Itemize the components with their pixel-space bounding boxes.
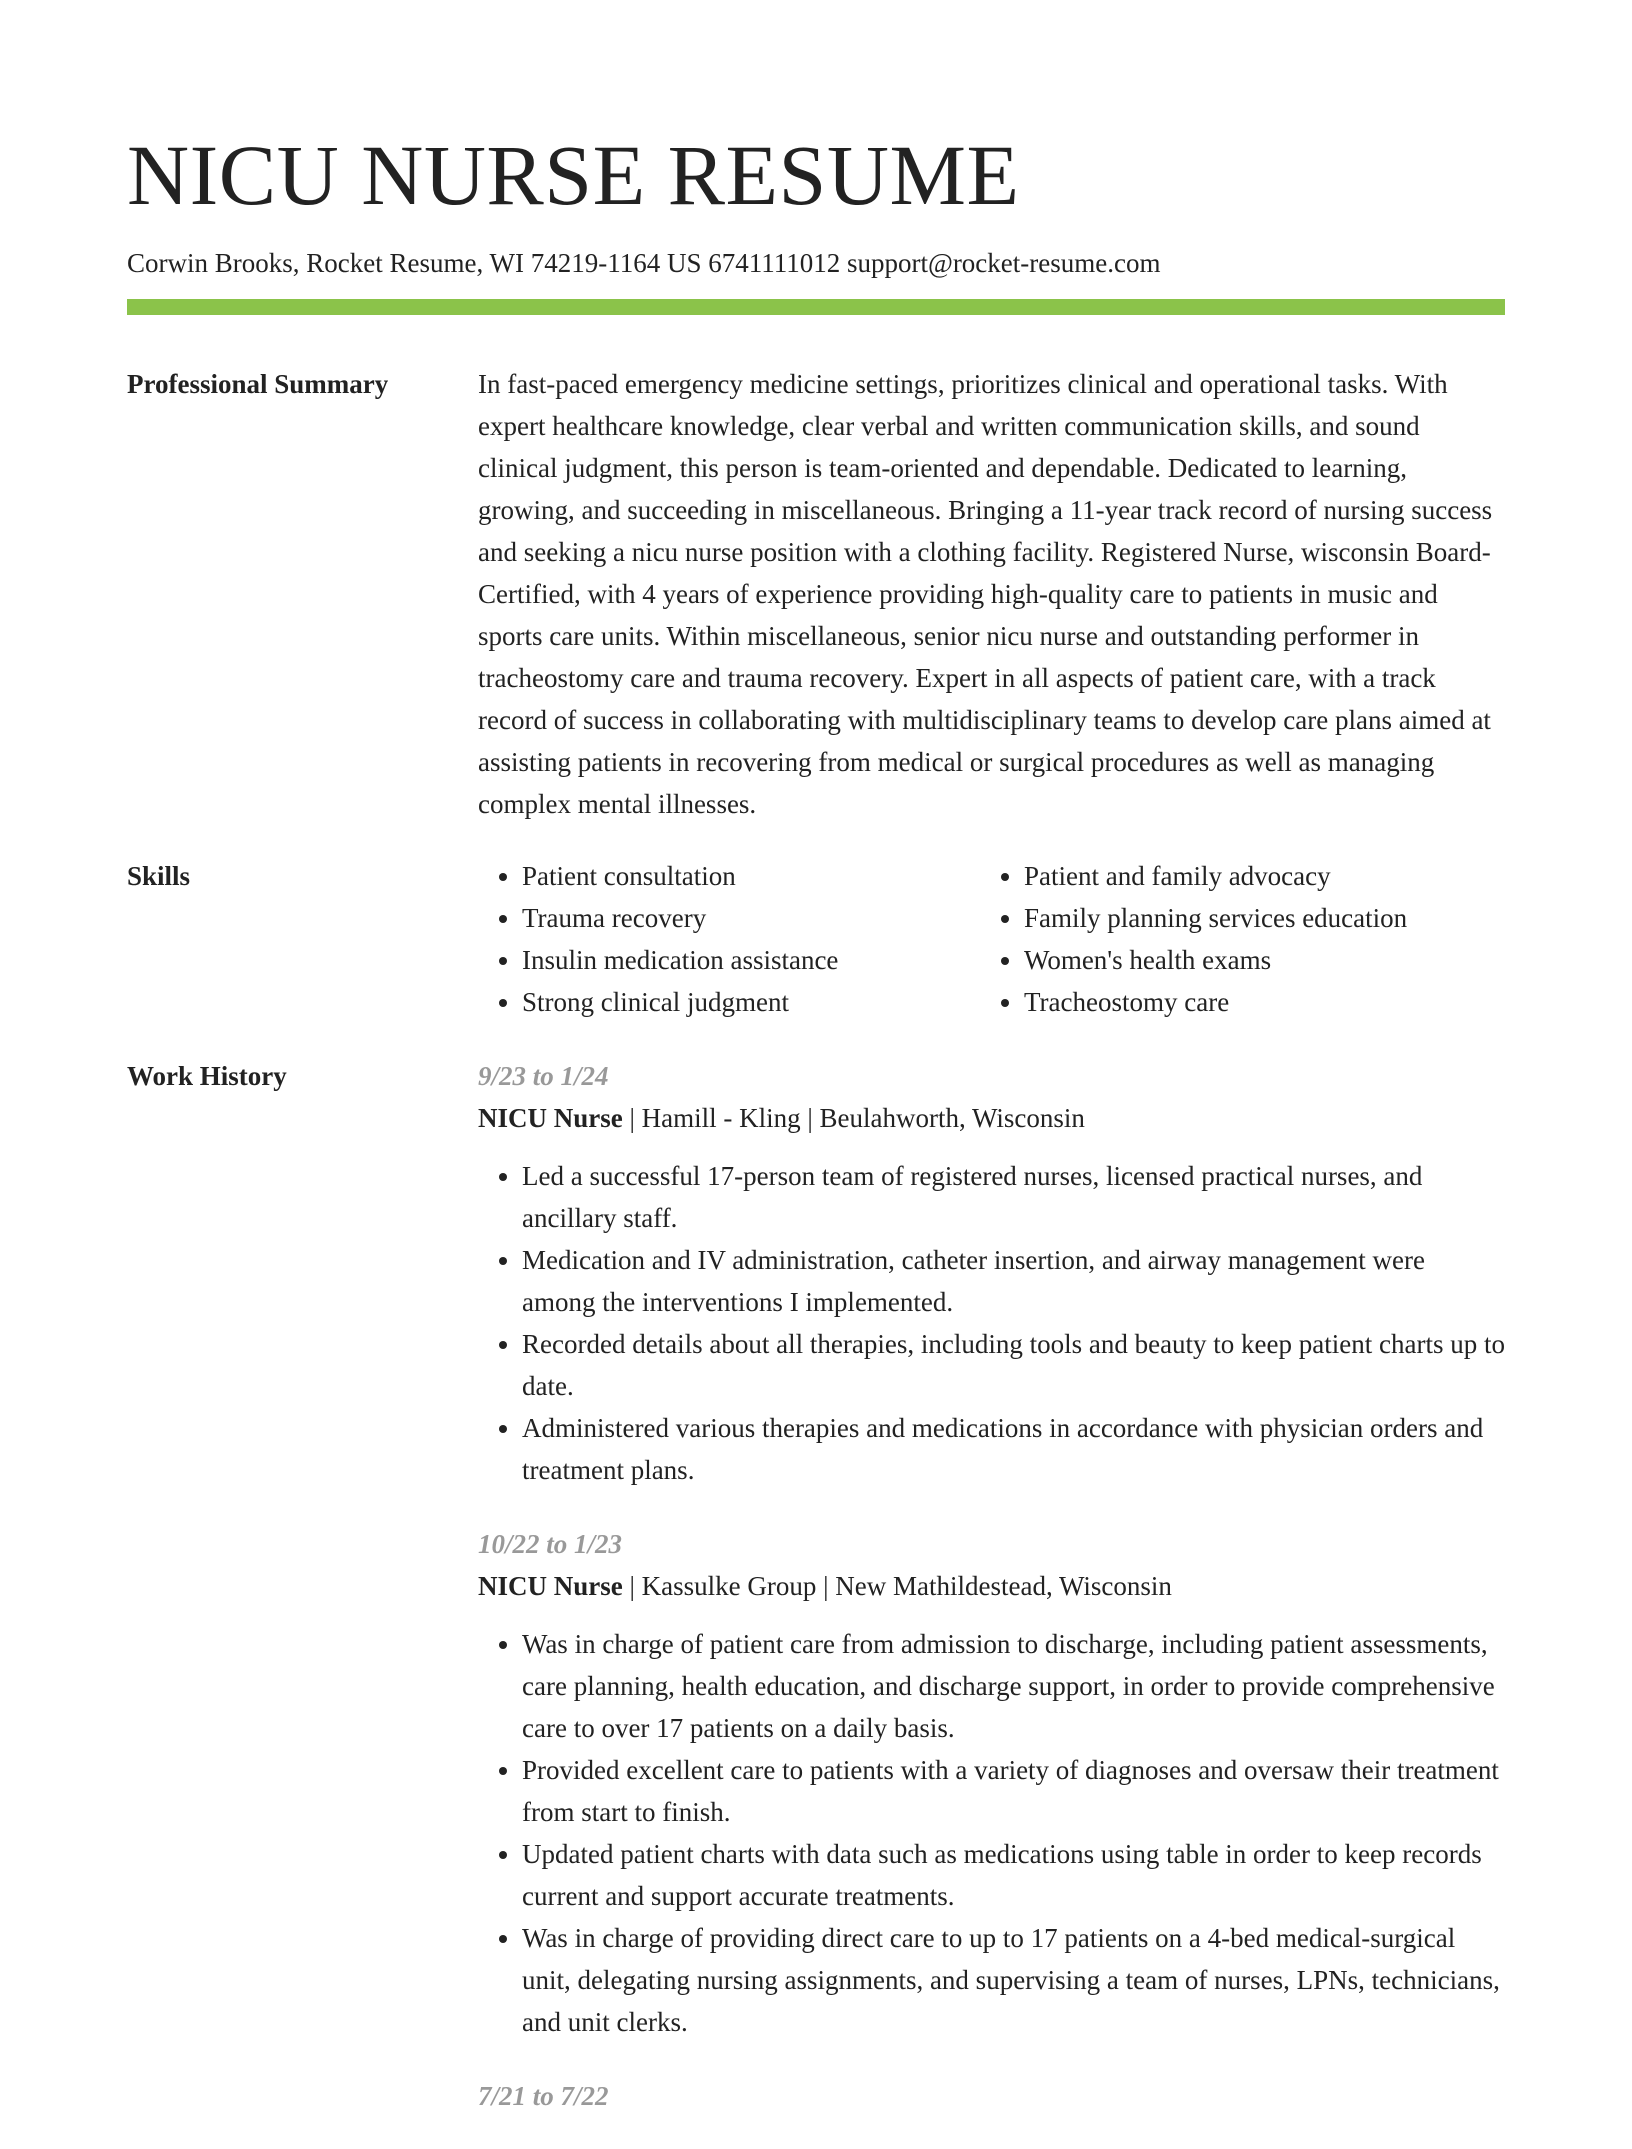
skills-list-left	[478, 855, 980, 1023]
job-bullet: • Medication and IV administration, catheter insertion, and airway management were among the interventions I implemented.	[522, 1239, 1505, 1323]
job-details: | Kassulke Group | New Mathildestead, Wisconsin	[622, 1571, 1172, 1602]
skill-item: • Tracheostomy care	[1024, 981, 1482, 1023]
skill-item: • Trauma recovery	[522, 897, 980, 939]
skill-item: • Women's health exams	[1024, 939, 1482, 981]
work-history-body	[478, 1055, 1505, 2149]
job-bullet: • Administered various therapies and medications in accordance with physician orders and treatment plans.	[522, 1407, 1505, 1491]
job-title: NICU Nurse	[478, 1103, 623, 1134]
header-accent-rule	[127, 299, 1505, 315]
skills-lists	[478, 855, 1505, 1023]
job-heading	[478, 1097, 1505, 1139]
job-entry	[478, 1055, 1505, 1491]
contact-line: Corwin Brooks, Rocket Resume, WI 74219-1164 US 6741111012 support@rocket-resume.com	[127, 248, 1161, 278]
work-history-section	[127, 1055, 1505, 2149]
job-bullets	[478, 1155, 1505, 1491]
skill-item: • Patient consultation	[522, 855, 980, 897]
work-history-heading: Work History	[127, 1061, 287, 1092]
job-dates: 7/21 to 7/22	[478, 2081, 609, 2112]
job-bullets	[478, 1623, 1505, 2043]
skill-item: • Insulin medication assistance	[522, 939, 980, 981]
job-entry	[478, 1523, 1505, 2043]
skills-section	[127, 855, 1505, 1023]
skill-item: • Patient and family advocacy	[1024, 855, 1482, 897]
skill-item: • Family planning services education	[1024, 897, 1482, 939]
resume-title: NICU NURSE RESUME	[127, 127, 1020, 223]
job-dates: 9/23 to 1/24	[478, 1061, 609, 1092]
skill-item: • Strong clinical judgment	[522, 981, 980, 1023]
job-dates: 10/22 to 1/23	[478, 1529, 623, 1560]
summary-text: In fast-paced emergency medicine settings, prioritizes clinical and operational tasks. With expert healthcare knowledge, clear verbal and written communication skills, and sound clinical judgment, this person is team-oriented and dependable. Dedicated to learning, growing, and succeeding in miscellaneous. Bringing a 11-year track record of nursing success and seeking a nicu nurse position with a clothing facility. Registered Nurse, wisconsin Board-Certified, with 4 years of experience providing high-quality care to patients in music and sports care units. Within miscellaneous, senior nicu nurse and outstanding performer in tracheostomy care and trauma recovery. Expert in all aspects of patient care, with a track record of success in collaborating with multidisciplinary teams to develop care plans aimed at assisting patients in recovering from medical or surgical procedures as well as managing complex mental illnesses.	[478, 369, 1493, 820]
job-bullet: • Recorded details about all therapies, including tools and beauty to keep patient charts up to date.	[522, 1323, 1505, 1407]
job-bullet: • Was in charge of providing direct care to up to 17 patients on a 4-bed medical-surgical unit, delegating nursing assignments, and supervising a team of nurses, LPNs, technicians, and unit clerks.	[522, 1917, 1505, 2043]
job-entry	[478, 2075, 1505, 2117]
job-details: | Hamill - Kling | Beulahworth, Wisconsin	[622, 1103, 1085, 1134]
summary-heading: Professional Summary	[127, 369, 389, 400]
summary-section	[127, 363, 1505, 825]
job-bullet: • Was in charge of patient care from admission to discharge, including patient assessments, care planning, health education, and discharge support, in order to provide comprehensive care to over 17 patients on a daily basis.	[522, 1623, 1505, 1749]
job-heading	[478, 1565, 1505, 1607]
job-bullet: • Led a successful 17-person team of registered nurses, licensed practical nurses, and ancillary staff.	[522, 1155, 1505, 1239]
job-bullet: • Provided excellent care to patients with a variety of diagnoses and oversaw their treatment from start to finish.	[522, 1749, 1505, 1833]
skills-heading: Skills	[127, 861, 191, 892]
skills-list-right	[980, 855, 1482, 1023]
job-title: NICU Nurse	[478, 1571, 623, 1602]
job-bullet: • Updated patient charts with data such as medications using table in order to keep records current and support accurate treatments.	[522, 1833, 1505, 1917]
